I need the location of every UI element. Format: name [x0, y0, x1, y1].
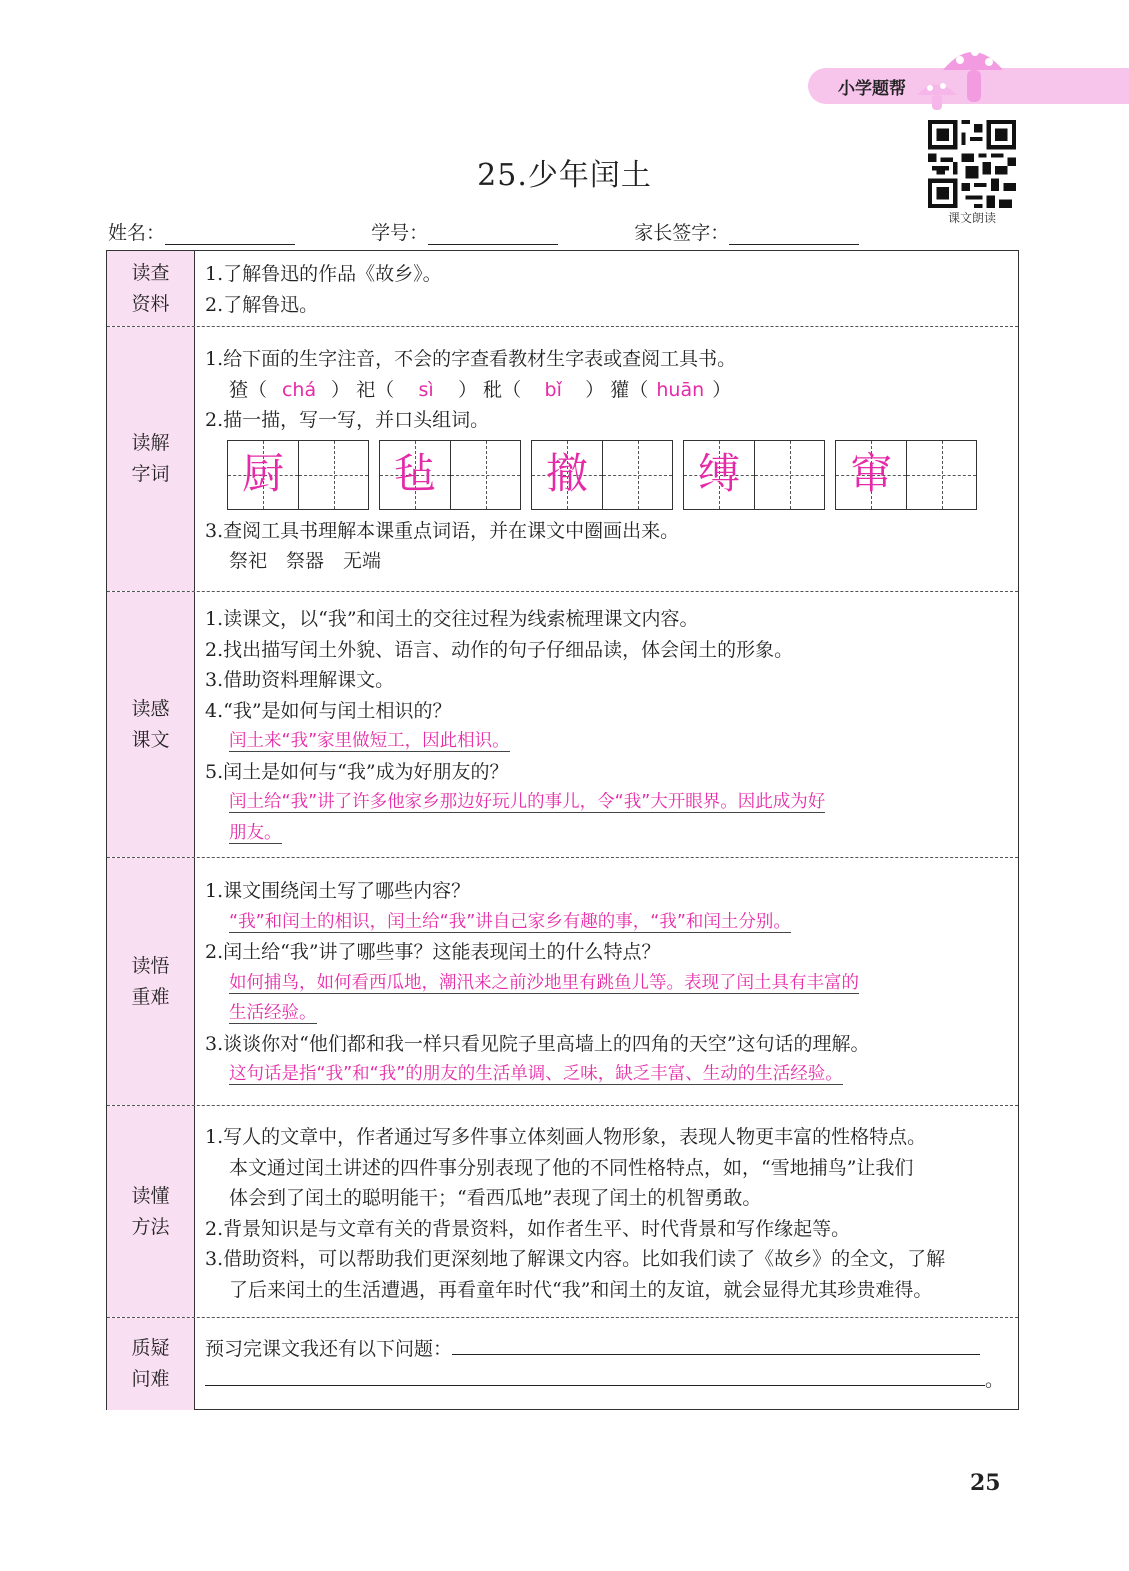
writing-grids — [205, 440, 1010, 510]
mushroom-icon — [915, 40, 1010, 110]
writing-grid[interactable] — [531, 440, 673, 510]
trace-char: 厨 — [241, 449, 284, 499]
section-methods — [107, 1106, 1018, 1318]
pinyin-answer[interactable]: sì — [418, 378, 434, 401]
trace-char: 撤 — [545, 449, 588, 499]
pinyin-answer[interactable]: bǐ — [544, 378, 562, 401]
question-text: 1.读课文，以“我”和闰土的交往过程为线索梳理课文内容。 — [205, 608, 699, 630]
section-questions: 质疑 问难 预习完课文我还有以下问题： 。 — [107, 1318, 1018, 1410]
answer-text: 闰土给“我”讲了许多他家乡那边好玩儿的事儿，令“我”大开眼界。因此成为好 — [229, 792, 826, 812]
section-label: 读查 资料 — [107, 251, 195, 326]
question-text: 5.闰土是如何与“我”成为好朋友的？ — [205, 760, 509, 783]
writing-grid[interactable] — [379, 440, 521, 510]
id-label: 学号： — [371, 222, 429, 244]
question-text: 3.查阅工具书理解本课重点词语，并在课文中圈画出来。 — [205, 519, 680, 542]
section-read-materials — [107, 251, 1018, 327]
question-text: 2.闰土给“我”讲了哪些事？这能表现闰土的什么特点？ — [205, 941, 661, 963]
parent-signature-field[interactable] — [729, 224, 859, 245]
prompt-text: 预习完课文我还有以下问题： — [205, 1338, 453, 1360]
pinyin-answer[interactable]: huān — [656, 378, 705, 401]
page-title: 25.少年闰土 — [477, 158, 652, 193]
trace-char: 缚 — [697, 449, 740, 499]
question-text: 1.课文围绕闰土写了哪些内容？ — [205, 880, 471, 902]
writing-grid[interactable] — [835, 440, 977, 510]
trace-char: 窜 — [849, 449, 892, 499]
key-words: 祭祀 祭器 无端 — [229, 550, 382, 572]
section-label: 读感 课文 — [107, 592, 195, 857]
answer-text: 闰土来“我”家里做短工，因此相识。 — [229, 731, 510, 751]
text-line: 了后来闰土的生活遭遇，再看童年时代“我”和闰土的友谊，就会显得尤其珍贵难得。 — [229, 1278, 933, 1301]
pinyin-answer[interactable]: chá — [281, 378, 317, 401]
text-line: 2.背景知识是与文章有关的背景资料，如作者生平、时代背景和写作缘起等。 — [205, 1217, 851, 1240]
question-text: 3.谈谈你对“他们都和我一样只看见院子里高墙上的四角的天空”这句话的理解。 — [205, 1032, 870, 1055]
section-vocabulary — [107, 327, 1018, 592]
name-label: 姓名： — [108, 222, 166, 244]
writing-grid[interactable] — [683, 440, 825, 510]
worksheet-table — [106, 250, 1019, 1410]
answer-text: 生活经验。 — [229, 1003, 317, 1023]
answer-text: 如何捕鸟，如何看西瓜地，潮汛来之前沙地里有跳鱼儿等。表现了闰土具有丰富的 — [229, 972, 859, 993]
page-number: 25 — [970, 1470, 1001, 1496]
answer-text: 这句话是指“我”和“我”的朋友的生活单调、乏味，缺乏丰富、生动的生活经验。 — [229, 1064, 843, 1084]
question-text: 1.给下面的生字注音，不会的字查看教材生字表或查阅工具书。 — [205, 348, 737, 370]
text-line: 体会到了闰土的聪明能干；“看西瓜地”表现了闰土的机智勇敢。 — [229, 1187, 762, 1209]
writing-grid[interactable] — [227, 440, 369, 510]
parent-label: 家长签字： — [634, 222, 730, 244]
section-label: 读懂 方法 — [107, 1106, 195, 1317]
name-field[interactable] — [165, 224, 295, 245]
qr-label: 课文朗读 — [947, 211, 996, 225]
text-line: 本文通过闰土讲述的四件事分别表现了他的不同性格特点，如，“雪地捕鸟”让我们 — [229, 1156, 914, 1179]
trace-char: 毡 — [393, 449, 436, 499]
text-line: 3.借助资料，可以帮助我们更深刻地了解课文内容。比如我们读了《故乡》的全文，了解 — [205, 1248, 946, 1270]
question-text: 2.找出描写闰土外貌、语言、动作的句子仔细品读，体会闰土的形象。 — [205, 638, 794, 661]
section-key-points — [107, 858, 1018, 1106]
question-blank[interactable] — [452, 1354, 980, 1355]
text-line: 1.了解鲁迅的作品《故乡》。 — [205, 263, 442, 285]
question-blank[interactable] — [205, 1385, 985, 1386]
section-label: 读悟 重难 — [107, 858, 195, 1105]
banner-text: 小学题帮 — [838, 79, 906, 99]
text-line: 2.了解鲁迅。 — [205, 293, 319, 316]
answer-text: 朋友。 — [229, 822, 282, 843]
pinyin-row: 猹（ chá ） 祀（ sì ） 秕（ bǐ ） 獾（ huān ） — [205, 375, 1010, 406]
section-label: 质疑 问难 — [107, 1318, 195, 1410]
question-text: 2.描一描，写一写，并口头组词。 — [205, 409, 490, 431]
section-read-text — [107, 592, 1018, 858]
question-text: 4.“我”是如何与闰土相识的？ — [205, 699, 452, 722]
question-text: 3.借助资料理解课文。 — [205, 669, 395, 691]
answer-text: “我”和闰土的相识，闰土给“我”讲自己家乡有趣的事，“我”和闰土分别。 — [229, 911, 791, 932]
student-info — [108, 218, 859, 245]
id-field[interactable] — [428, 224, 558, 245]
text-line: 1.写人的文章中，作者通过写多件事立体刻画人物形象，表现人物更丰富的性格特点。 — [205, 1126, 927, 1148]
section-label: 读解 字词 — [107, 327, 195, 591]
